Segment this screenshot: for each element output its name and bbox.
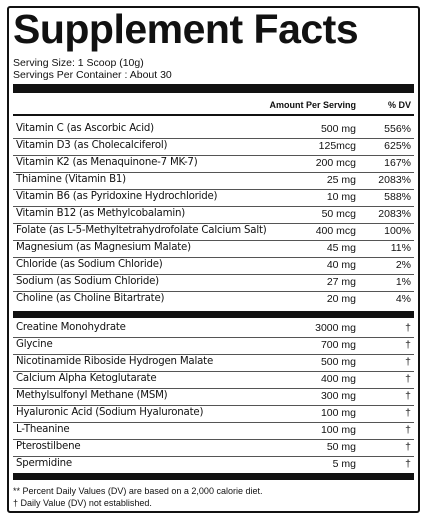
- ingredient-amount: 100 mg: [320, 407, 356, 419]
- ingredient-row: [13, 320, 414, 337]
- ingredient-name: Vitamin B6 (as Pyridoxine Hydrochloride): [16, 191, 218, 202]
- ingredient-amount: 5 mg: [332, 458, 356, 470]
- ingredient-dv: †: [405, 339, 411, 351]
- ingredient-amount: 400 mcg: [315, 225, 356, 237]
- ingredient-name: Vitamin K2 (as Menaquinone-7 MK-7): [16, 157, 198, 168]
- ingredient-amount: 27 mg: [326, 276, 356, 288]
- ingredient-row: [13, 291, 414, 308]
- dv-footnote: ** Percent Daily Values (DV) are based on a 2,000 calorie diet.: [13, 486, 263, 496]
- ingredient-row: [13, 189, 414, 206]
- ingredient-dv: †: [405, 407, 411, 419]
- ingredient-row: [13, 257, 414, 274]
- ingredient-dv: 588%: [384, 191, 411, 203]
- ingredient-name: Methylsulfonyl Methane (MSM): [16, 390, 168, 401]
- ingredient-row: [13, 354, 414, 371]
- ingredient-name: Hyaluronic Acid (Sodium Hyaluronate): [16, 407, 204, 418]
- ingredient-dv: †: [405, 441, 411, 453]
- ingredient-dv: 556%: [384, 123, 411, 135]
- ingredient-dv: 1%: [395, 276, 411, 288]
- ingredient-row: [13, 422, 414, 439]
- ingredient-row: [13, 223, 414, 240]
- panel-title: Supplement Facts: [13, 6, 359, 52]
- ingredient-amount: 700 mg: [320, 339, 356, 351]
- ingredient-name: Sodium (as Sodium Chloride): [16, 276, 159, 287]
- ingredient-amount: 100 mg: [320, 424, 356, 436]
- ingredient-amount: 50 mg: [326, 441, 356, 453]
- ingredient-row: [13, 337, 414, 354]
- ingredient-name: Vitamin D3 (as Cholecalciferol): [16, 140, 168, 151]
- ingredient-dv: 11%: [390, 242, 411, 254]
- ingredient-dv: 2083%: [378, 174, 411, 186]
- servings-per-container: Servings Per Container : About 30: [13, 69, 172, 81]
- ingredient-row: [13, 155, 414, 172]
- ingredient-dv: 100%: [384, 225, 411, 237]
- ingredient-name: Vitamin C (as Ascorbic Acid): [16, 123, 154, 134]
- ingredient-row: [13, 439, 414, 456]
- thick-divider-middle: [13, 311, 414, 318]
- ingredient-amount: 125mcg: [318, 140, 356, 152]
- supplement-facts-panel: [7, 6, 420, 513]
- dagger-footnote: † Daily Value (DV) not established.: [13, 498, 152, 508]
- ingredient-amount: 400 mg: [320, 373, 356, 385]
- ingredient-name: L-Theanine: [16, 424, 70, 435]
- ingredient-name: Creatine Monohydrate: [16, 322, 126, 333]
- ingredient-amount: 300 mg: [320, 390, 356, 402]
- ingredient-dv: †: [405, 373, 411, 385]
- ingredient-row: [13, 121, 414, 138]
- ingredient-amount: 45 mg: [326, 242, 356, 254]
- ingredient-amount: 50 mcg: [321, 208, 356, 220]
- ingredient-name: Calcium Alpha Ketoglutarate: [16, 373, 157, 384]
- ingredient-name: Pterostilbene: [16, 441, 81, 452]
- ingredient-row: [13, 388, 414, 405]
- ingredient-amount: 500 mg: [320, 123, 356, 135]
- ingredient-amount: 200 mcg: [315, 157, 356, 169]
- ingredient-dv: 625%: [384, 140, 411, 152]
- ingredient-row: [13, 240, 414, 257]
- ingredient-name: Folate (as L-5-Methyltetrahydrofolate Calcium Salt): [16, 225, 267, 236]
- ingredient-amount: 20 mg: [326, 293, 356, 305]
- ingredient-name: Nicotinamide Riboside Hydrogen Malate: [16, 356, 214, 367]
- ingredient-name: Chloride (as Sodium Chloride): [16, 259, 163, 270]
- header-divider: [13, 114, 414, 116]
- ingredient-dv: 167%: [384, 157, 411, 169]
- ingredient-dv: †: [405, 322, 411, 334]
- ingredient-row: [13, 172, 414, 189]
- ingredient-amount: 40 mg: [326, 259, 356, 271]
- ingredient-amount: 10 mg: [326, 191, 356, 203]
- thick-divider-top: [13, 84, 414, 93]
- ingredient-dv: 2%: [395, 259, 411, 271]
- ingredient-dv: 4%: [395, 293, 411, 305]
- ingredient-dv: †: [405, 424, 411, 436]
- ingredient-dv: 2083%: [378, 208, 411, 220]
- ingredient-amount: 500 mg: [320, 356, 356, 368]
- ingredient-dv: †: [405, 458, 411, 470]
- ingredient-name: Vitamin B12 (as Methylcobalamin): [16, 208, 185, 219]
- ingredient-name: Glycine: [16, 339, 53, 350]
- amount-per-serving-header: Amount Per Serving: [269, 100, 356, 110]
- ingredient-row: [13, 206, 414, 223]
- dv-header: % DV: [387, 100, 411, 110]
- serving-size: Serving Size: 1 Scoop (10g): [13, 57, 144, 69]
- ingredient-row: [13, 138, 414, 155]
- ingredient-row: [13, 456, 414, 473]
- ingredient-row: [13, 405, 414, 422]
- ingredient-dv: †: [405, 356, 411, 368]
- ingredient-amount: 25 mg: [326, 174, 356, 186]
- thick-divider-bottom: [13, 473, 414, 480]
- ingredient-name: Choline (as Choline Bitartrate): [16, 293, 165, 304]
- ingredient-name: Thiamine (Vitamin B1): [16, 174, 126, 185]
- ingredient-row: [13, 274, 414, 291]
- ingredient-name: Spermidine: [16, 458, 72, 469]
- ingredient-row: [13, 371, 414, 388]
- ingredient-amount: 3000 mg: [315, 322, 356, 334]
- ingredient-dv: †: [405, 390, 411, 402]
- ingredient-name: Magnesium (as Magnesium Malate): [16, 242, 191, 253]
